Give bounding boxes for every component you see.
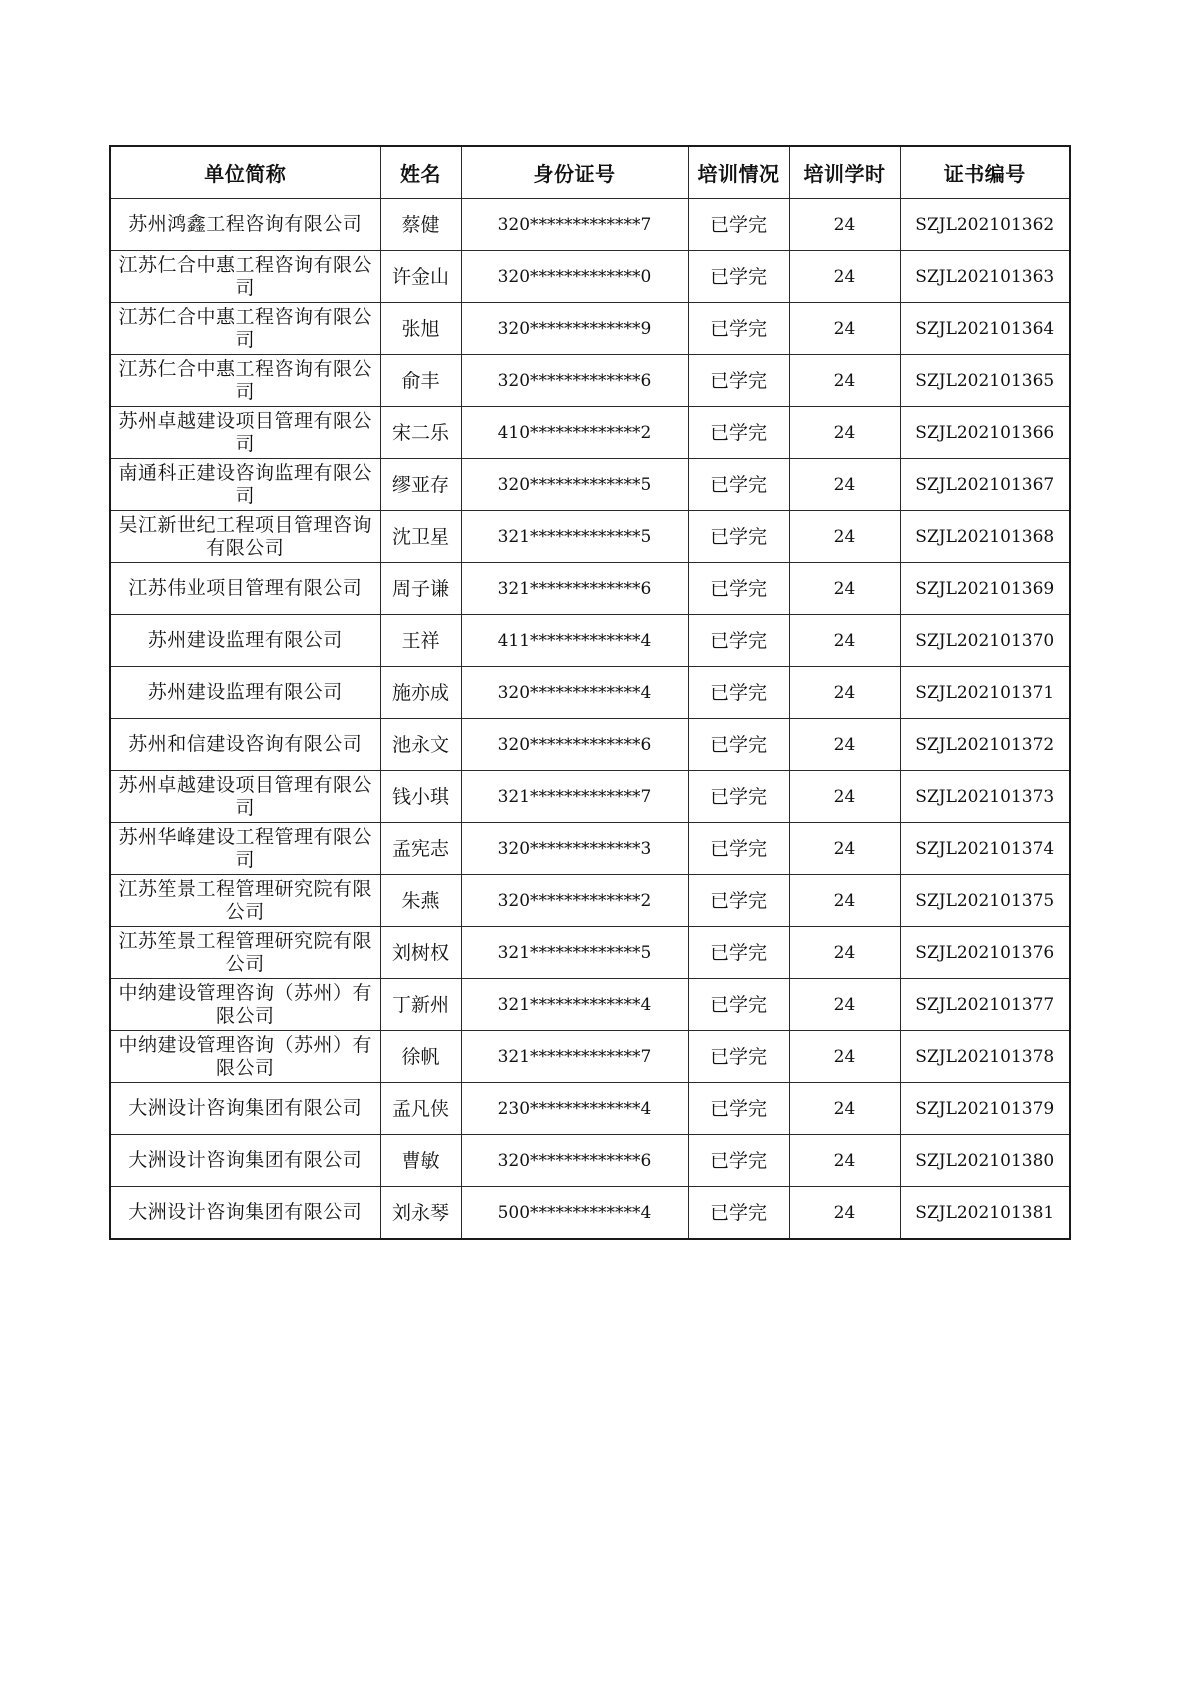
hours-cell: 24 <box>789 823 900 875</box>
unit-cell: 江苏笙景工程管理研究院有限公司 <box>110 927 380 979</box>
name-cell: 许金山 <box>380 251 461 303</box>
table-row <box>110 771 1070 823</box>
id-cell: 321*************7 <box>461 1031 688 1083</box>
status-cell: 已学完 <box>688 1135 789 1187</box>
id-cell: 321*************7 <box>461 771 688 823</box>
unit-cell: 大洲设计咨询集团有限公司 <box>110 1187 380 1240</box>
unit-cell: 苏州建设监理有限公司 <box>110 615 380 667</box>
id-cell: 411*************4 <box>461 615 688 667</box>
table-row <box>110 459 1070 511</box>
hours-cell: 24 <box>789 563 900 615</box>
hours-cell: 24 <box>789 771 900 823</box>
cert-cell: SZJL202101377 <box>900 979 1070 1031</box>
status-cell: 已学完 <box>688 927 789 979</box>
table-row <box>110 355 1070 407</box>
cert-cell: SZJL202101368 <box>900 511 1070 563</box>
status-cell: 已学完 <box>688 563 789 615</box>
hours-cell: 24 <box>789 875 900 927</box>
unit-cell: 江苏笙景工程管理研究院有限公司 <box>110 875 380 927</box>
cert-cell: SZJL202101366 <box>900 407 1070 459</box>
name-cell: 周子谦 <box>380 563 461 615</box>
name-cell: 徐帆 <box>380 1031 461 1083</box>
status-cell: 已学完 <box>688 355 789 407</box>
status-cell: 已学完 <box>688 823 789 875</box>
status-cell: 已学完 <box>688 615 789 667</box>
table-row <box>110 1187 1070 1240</box>
id-cell: 320*************0 <box>461 251 688 303</box>
hours-cell: 24 <box>789 1135 900 1187</box>
cert-cell: SZJL202101375 <box>900 875 1070 927</box>
unit-cell: 江苏仁合中惠工程咨询有限公司 <box>110 303 380 355</box>
status-cell: 已学完 <box>688 407 789 459</box>
table-row <box>110 875 1070 927</box>
hours-cell: 24 <box>789 667 900 719</box>
header-hours: 培训学时 <box>789 146 900 199</box>
name-cell: 曹敏 <box>380 1135 461 1187</box>
id-cell: 320*************6 <box>461 719 688 771</box>
name-cell: 俞丰 <box>380 355 461 407</box>
unit-cell: 大洲设计咨询集团有限公司 <box>110 1135 380 1187</box>
header-name: 姓名 <box>380 146 461 199</box>
status-cell: 已学完 <box>688 199 789 251</box>
header-cert: 证书编号 <box>900 146 1070 199</box>
status-cell: 已学完 <box>688 251 789 303</box>
status-cell: 已学完 <box>688 1083 789 1135</box>
name-cell: 刘永琴 <box>380 1187 461 1240</box>
unit-cell: 江苏仁合中惠工程咨询有限公司 <box>110 355 380 407</box>
unit-cell: 中纳建设管理咨询（苏州）有限公司 <box>110 979 380 1031</box>
id-cell: 321*************4 <box>461 979 688 1031</box>
table-row <box>110 927 1070 979</box>
name-cell: 孟凡侠 <box>380 1083 461 1135</box>
id-cell: 320*************4 <box>461 667 688 719</box>
cert-cell: SZJL202101371 <box>900 667 1070 719</box>
id-cell: 320*************5 <box>461 459 688 511</box>
unit-cell: 江苏仁合中惠工程咨询有限公司 <box>110 251 380 303</box>
hours-cell: 24 <box>789 251 900 303</box>
id-cell: 320*************3 <box>461 823 688 875</box>
hours-cell: 24 <box>789 1031 900 1083</box>
name-cell: 蔡健 <box>380 199 461 251</box>
unit-cell: 苏州和信建设咨询有限公司 <box>110 719 380 771</box>
id-cell: 320*************2 <box>461 875 688 927</box>
unit-cell: 大洲设计咨询集团有限公司 <box>110 1083 380 1135</box>
name-cell: 丁新州 <box>380 979 461 1031</box>
name-cell: 沈卫星 <box>380 511 461 563</box>
status-cell: 已学完 <box>688 719 789 771</box>
hours-cell: 24 <box>789 927 900 979</box>
table-row <box>110 979 1070 1031</box>
hours-cell: 24 <box>789 199 900 251</box>
id-cell: 321*************5 <box>461 511 688 563</box>
cert-cell: SZJL202101379 <box>900 1083 1070 1135</box>
id-cell: 320*************9 <box>461 303 688 355</box>
table-row <box>110 251 1070 303</box>
status-cell: 已学完 <box>688 771 789 823</box>
table-row <box>110 667 1070 719</box>
table-row <box>110 303 1070 355</box>
cert-cell: SZJL202101364 <box>900 303 1070 355</box>
name-cell: 池永文 <box>380 719 461 771</box>
cert-cell: SZJL202101369 <box>900 563 1070 615</box>
status-cell: 已学完 <box>688 303 789 355</box>
id-cell: 230*************4 <box>461 1083 688 1135</box>
hours-cell: 24 <box>789 303 900 355</box>
id-cell: 410*************2 <box>461 407 688 459</box>
name-cell: 朱燕 <box>380 875 461 927</box>
unit-cell: 苏州卓越建设项目管理有限公司 <box>110 771 380 823</box>
name-cell: 施亦成 <box>380 667 461 719</box>
cert-cell: SZJL202101373 <box>900 771 1070 823</box>
header-row <box>110 146 1070 199</box>
hours-cell: 24 <box>789 1083 900 1135</box>
table-row <box>110 1083 1070 1135</box>
unit-cell: 吴江新世纪工程项目管理咨询有限公司 <box>110 511 380 563</box>
table-row <box>110 199 1070 251</box>
name-cell: 缪亚存 <box>380 459 461 511</box>
status-cell: 已学完 <box>688 1031 789 1083</box>
name-cell: 钱小琪 <box>380 771 461 823</box>
unit-cell: 苏州卓越建设项目管理有限公司 <box>110 407 380 459</box>
status-cell: 已学完 <box>688 875 789 927</box>
name-cell: 张旭 <box>380 303 461 355</box>
table-row <box>110 563 1070 615</box>
table-row <box>110 1031 1070 1083</box>
hours-cell: 24 <box>789 1187 900 1240</box>
cert-cell: SZJL202101376 <box>900 927 1070 979</box>
cert-cell: SZJL202101381 <box>900 1187 1070 1240</box>
id-cell: 500*************4 <box>461 1187 688 1240</box>
table-row <box>110 407 1070 459</box>
unit-cell: 江苏伟业项目管理有限公司 <box>110 563 380 615</box>
table-row <box>110 719 1070 771</box>
training-record-table <box>109 145 1071 1240</box>
unit-cell: 苏州建设监理有限公司 <box>110 667 380 719</box>
hours-cell: 24 <box>789 511 900 563</box>
unit-cell: 苏州鸿鑫工程咨询有限公司 <box>110 199 380 251</box>
cert-cell: SZJL202101363 <box>900 251 1070 303</box>
id-cell: 320*************7 <box>461 199 688 251</box>
cert-cell: SZJL202101374 <box>900 823 1070 875</box>
header-id: 身份证号 <box>461 146 688 199</box>
name-cell: 王祥 <box>380 615 461 667</box>
table-row <box>110 1135 1070 1187</box>
header-status: 培训情况 <box>688 146 789 199</box>
table-row <box>110 615 1070 667</box>
status-cell: 已学完 <box>688 979 789 1031</box>
cert-cell: SZJL202101370 <box>900 615 1070 667</box>
id-cell: 320*************6 <box>461 1135 688 1187</box>
name-cell: 宋二乐 <box>380 407 461 459</box>
name-cell: 孟宪志 <box>380 823 461 875</box>
cert-cell: SZJL202101380 <box>900 1135 1070 1187</box>
status-cell: 已学完 <box>688 1187 789 1240</box>
cert-cell: SZJL202101362 <box>900 199 1070 251</box>
table-body <box>110 199 1070 1240</box>
cert-cell: SZJL202101372 <box>900 719 1070 771</box>
hours-cell: 24 <box>789 407 900 459</box>
hours-cell: 24 <box>789 615 900 667</box>
id-cell: 320*************6 <box>461 355 688 407</box>
hours-cell: 24 <box>789 355 900 407</box>
unit-cell: 苏州华峰建设工程管理有限公司 <box>110 823 380 875</box>
status-cell: 已学完 <box>688 667 789 719</box>
hours-cell: 24 <box>789 459 900 511</box>
table-row <box>110 823 1070 875</box>
status-cell: 已学完 <box>688 459 789 511</box>
hours-cell: 24 <box>789 719 900 771</box>
status-cell: 已学完 <box>688 511 789 563</box>
id-cell: 321*************6 <box>461 563 688 615</box>
hours-cell: 24 <box>789 979 900 1031</box>
cert-cell: SZJL202101367 <box>900 459 1070 511</box>
unit-cell: 南通科正建设咨询监理有限公司 <box>110 459 380 511</box>
cert-cell: SZJL202101365 <box>900 355 1070 407</box>
cert-cell: SZJL202101378 <box>900 1031 1070 1083</box>
header-unit: 单位简称 <box>110 146 380 199</box>
table-row <box>110 511 1070 563</box>
unit-cell: 中纳建设管理咨询（苏州）有限公司 <box>110 1031 380 1083</box>
id-cell: 321*************5 <box>461 927 688 979</box>
name-cell: 刘树权 <box>380 927 461 979</box>
